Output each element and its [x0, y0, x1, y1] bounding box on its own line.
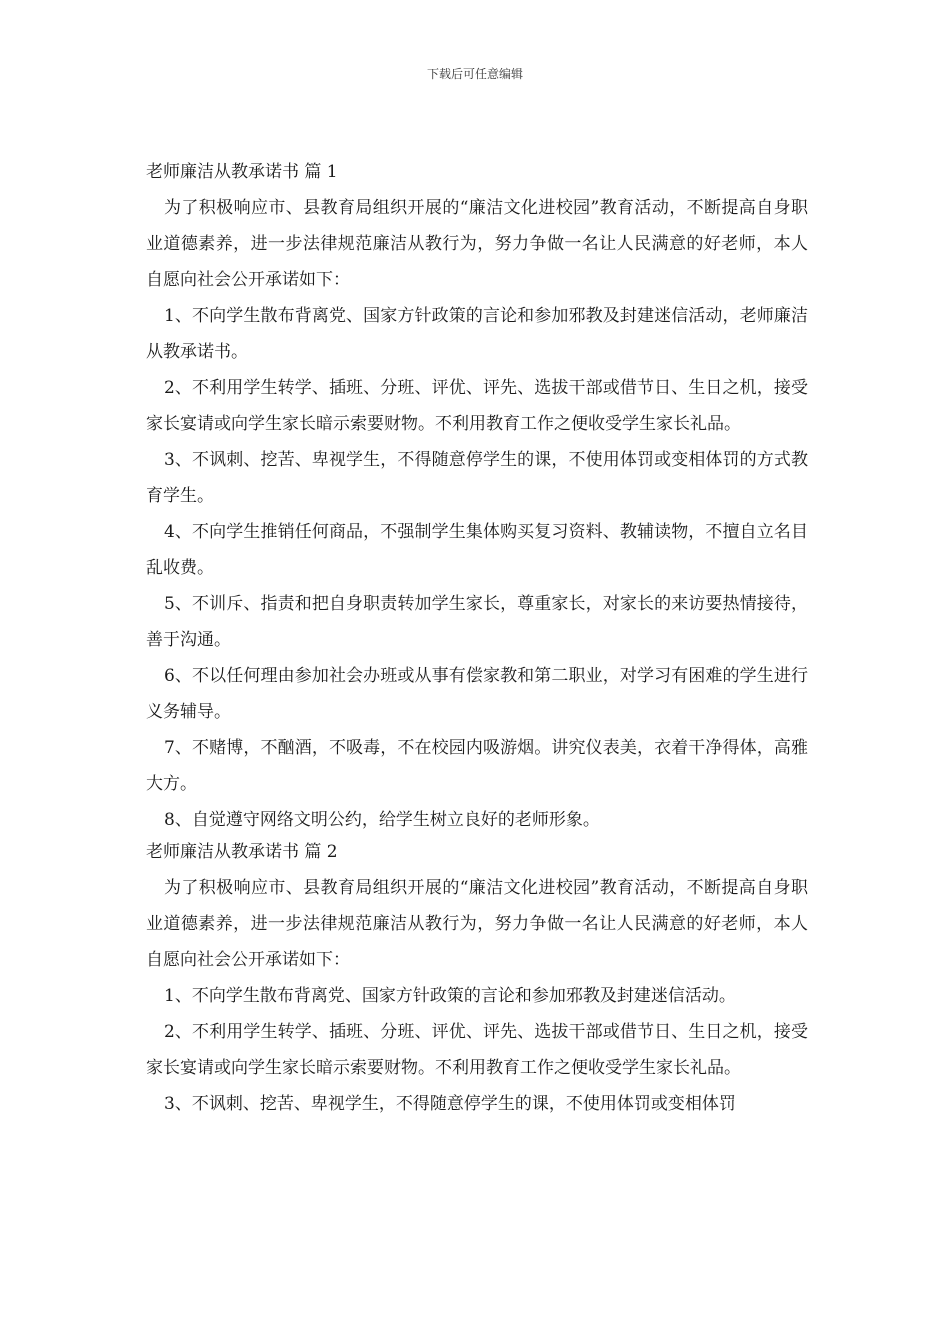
pledge-item: 3、不讽刺、挖苦、卑视学生，不得随意停学生的课，不使用体罚或变相体罚	[164, 1094, 736, 1114]
pledge-item: 8、自觉遵守网络文明公约，给学生树立良好的老师形象。	[164, 810, 600, 830]
document-body	[146, 158, 808, 1122]
pledge-item: 4、不向学生推销任何商品，不强制学生集体购买复习资料、教辅读物，不擅自立名目乱收费。	[146, 522, 808, 578]
pledge-item: 2、不利用学生转学、插班、分班、评优、评先、选拔干部或借节日、生日之机，接受家长宴请或向学生家长暗示索要财物。不利用教育工作之便收受学生家长礼品。	[146, 1022, 808, 1078]
pledge-item: 5、不训斥、指责和把自身职责转加学生家长，尊重家长，对家长的来访要热情接待，善于沟通。	[146, 594, 808, 650]
pledge-item: 1、不向学生散布背离党、国家方针政策的言论和参加邪教及封建迷信活动，老师廉洁从教承诺书。	[146, 306, 808, 362]
pledge-item: 1、不向学生散布背离党、国家方针政策的言论和参加邪教及封建迷信活动。	[164, 986, 736, 1006]
pledge-item: 7、不赌博，不酗酒，不吸毒，不在校园内吸游烟。讲究仪表美，衣着干净得体，高雅大方。	[146, 738, 808, 794]
pledge-item: 3、不讽刺、挖苦、卑视学生，不得随意停学生的课，不使用体罚或变相体罚的方式教育学生。	[146, 450, 808, 506]
section-title: 老师廉洁从教承诺书 篇 1	[146, 162, 338, 182]
pledge-item: 2、不利用学生转学、插班、分班、评优、评先、选拔干部或借节日、生日之机，接受家长宴请或向学生家长暗示索要财物。不利用教育工作之便收受学生家长礼品。	[146, 378, 808, 434]
page-header-note: 下载后可任意编辑	[426, 67, 523, 81]
section-intro: 为了积极响应市、县教育局组织开展的“廉洁文化进校园”教育活动，不断提高自身职业道德素养，进一步法律规范廉洁从教行为，努力争做一名让人民满意的好老师，本人自愿向社会公开承诺如下：	[146, 198, 808, 290]
pledge-section-2	[146, 838, 808, 1122]
pledge-section-1	[146, 158, 808, 838]
section-intro: 为了积极响应市、县教育局组织开展的“廉洁文化进校园”教育活动，不断提高自身职业道德素养，进一步法律规范廉洁从教行为，努力争做一名让人民满意的好老师，本人自愿向社会公开承诺如下：	[146, 878, 808, 970]
pledge-item: 6、不以任何理由参加社会办班或从事有偿家教和第二职业，对学习有困难的学生进行义务辅导。	[146, 666, 808, 722]
section-title: 老师廉洁从教承诺书 篇 2	[146, 842, 338, 862]
